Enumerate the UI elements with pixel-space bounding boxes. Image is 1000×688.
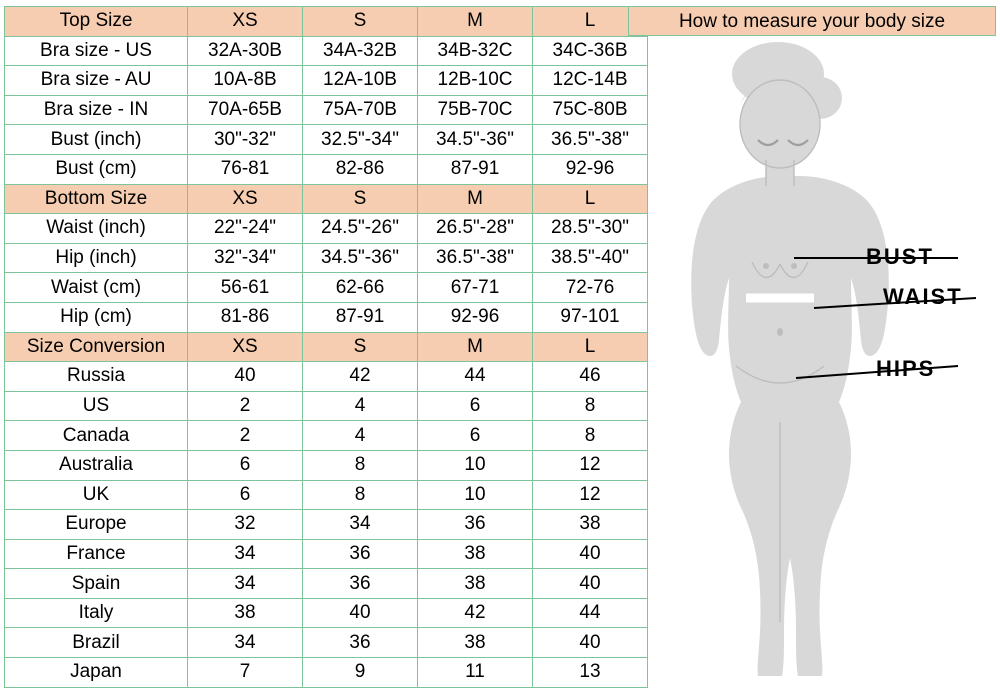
cell: 70A-65B	[188, 95, 303, 125]
cell: 56-61	[188, 273, 303, 303]
column-header-m: M	[418, 7, 533, 37]
cell: 34	[188, 539, 303, 569]
cell: 28.5"-30"	[533, 214, 648, 244]
cell: 75C-80B	[533, 95, 648, 125]
cell: 4	[303, 391, 418, 421]
cell: 46	[533, 362, 648, 392]
cell: 67-71	[418, 273, 533, 303]
column-header-xs: XS	[188, 184, 303, 214]
cell: 40	[533, 628, 648, 658]
row-label: Bra size - AU	[5, 66, 188, 96]
column-header-s: S	[303, 332, 418, 362]
table-row	[5, 628, 648, 658]
cell: 76-81	[188, 154, 303, 184]
column-header-s: S	[303, 7, 418, 37]
table-row	[5, 421, 648, 451]
cell: 12	[533, 480, 648, 510]
row-label: France	[5, 539, 188, 569]
measure-guide-title: How to measure your body size	[628, 6, 996, 36]
cell: 38	[188, 598, 303, 628]
cell: 34C-36B	[533, 36, 648, 66]
table-row	[5, 569, 648, 599]
cell: 8	[303, 450, 418, 480]
bust-label: BUST	[866, 244, 934, 269]
cell: 92-96	[533, 154, 648, 184]
waist-label: WAIST	[883, 284, 963, 309]
cell: 34	[303, 510, 418, 540]
column-header-l: L	[533, 7, 648, 37]
row-label: Bra size - IN	[5, 95, 188, 125]
cell: 92-96	[418, 302, 533, 332]
cell: 81-86	[188, 302, 303, 332]
table-row	[5, 125, 648, 155]
cell: 10A-8B	[188, 66, 303, 96]
table-row	[5, 391, 648, 421]
table-row	[5, 302, 648, 332]
cell: 32	[188, 510, 303, 540]
cell: 32"-34"	[188, 243, 303, 273]
table-row	[5, 480, 648, 510]
cell: 6	[418, 421, 533, 451]
cell: 44	[533, 598, 648, 628]
cell: 36.5"-38"	[533, 125, 648, 155]
hips-label: HIPS	[876, 356, 936, 381]
table-row	[5, 95, 648, 125]
row-label: Bra size - US	[5, 36, 188, 66]
column-header-xs: XS	[188, 7, 303, 37]
cell: 8	[303, 480, 418, 510]
cell: 26.5"-28"	[418, 214, 533, 244]
size-table	[4, 6, 648, 688]
cell: 44	[418, 362, 533, 392]
cell: 40	[303, 598, 418, 628]
cell: 42	[303, 362, 418, 392]
cell: 75B-70C	[418, 95, 533, 125]
table-row	[5, 510, 648, 540]
row-label: Hip (cm)	[5, 302, 188, 332]
table-row	[5, 598, 648, 628]
cell: 7	[188, 658, 303, 688]
cell: 6	[188, 450, 303, 480]
cell: 42	[418, 598, 533, 628]
row-label: Bust (cm)	[5, 154, 188, 184]
cell: 40	[533, 569, 648, 599]
cell: 12A-10B	[303, 66, 418, 96]
cell: 75A-70B	[303, 95, 418, 125]
cell: 9	[303, 658, 418, 688]
cell: 36	[418, 510, 533, 540]
table-row	[5, 658, 648, 688]
cell: 32.5"-34"	[303, 125, 418, 155]
cell: 12C-14B	[533, 66, 648, 96]
cell: 12B-10C	[418, 66, 533, 96]
female-body-illustration	[628, 36, 996, 681]
cell: 40	[533, 539, 648, 569]
cell: 30"-32"	[188, 125, 303, 155]
row-label: Europe	[5, 510, 188, 540]
cell: 34A-32B	[303, 36, 418, 66]
row-label: Waist (inch)	[5, 214, 188, 244]
cell: 6	[418, 391, 533, 421]
table-header-row	[5, 332, 648, 362]
row-label: Italy	[5, 598, 188, 628]
table-row	[5, 450, 648, 480]
cell: 62-66	[303, 273, 418, 303]
row-label: US	[5, 391, 188, 421]
cell: 38	[533, 510, 648, 540]
measure-guide-pane	[628, 0, 1000, 687]
table-header-row	[5, 7, 648, 37]
cell: 34.5"-36"	[303, 243, 418, 273]
section-title-conversion: Size Conversion	[5, 332, 188, 362]
section-title-bottom: Bottom Size	[5, 184, 188, 214]
cell: 72-76	[533, 273, 648, 303]
column-header-l: L	[533, 184, 648, 214]
cell: 4	[303, 421, 418, 451]
cell: 38	[418, 628, 533, 658]
row-label: Hip (inch)	[5, 243, 188, 273]
table-header-row	[5, 184, 648, 214]
cell: 97-101	[533, 302, 648, 332]
column-header-s: S	[303, 184, 418, 214]
cell: 10	[418, 480, 533, 510]
cell: 34	[188, 569, 303, 599]
row-label: Waist (cm)	[5, 273, 188, 303]
cell: 34.5"-36"	[418, 125, 533, 155]
row-label: Bust (inch)	[5, 125, 188, 155]
table-row	[5, 214, 648, 244]
cell: 13	[533, 658, 648, 688]
cell: 6	[188, 480, 303, 510]
column-header-m: M	[418, 184, 533, 214]
cell: 32A-30B	[188, 36, 303, 66]
cell: 12	[533, 450, 648, 480]
table-row	[5, 36, 648, 66]
cell: 2	[188, 391, 303, 421]
row-label: Spain	[5, 569, 188, 599]
cell: 24.5"-26"	[303, 214, 418, 244]
cell: 87-91	[303, 302, 418, 332]
row-label: Canada	[5, 421, 188, 451]
section-title-top: Top Size	[5, 7, 188, 37]
table-row	[5, 243, 648, 273]
cell: 34	[188, 628, 303, 658]
cell: 36.5"-38"	[418, 243, 533, 273]
cell: 22"-24"	[188, 214, 303, 244]
cell: 38	[418, 569, 533, 599]
cell: 36	[303, 569, 418, 599]
row-label: UK	[5, 480, 188, 510]
column-header-l: L	[533, 332, 648, 362]
body-figure	[628, 36, 996, 681]
table-row	[5, 273, 648, 303]
cell: 34B-32C	[418, 36, 533, 66]
table-row	[5, 154, 648, 184]
cell: 38.5"-40"	[533, 243, 648, 273]
table-row	[5, 362, 648, 392]
row-label: Russia	[5, 362, 188, 392]
cell: 11	[418, 658, 533, 688]
cell: 10	[418, 450, 533, 480]
cell: 8	[533, 391, 648, 421]
table-row	[5, 66, 648, 96]
cell: 8	[533, 421, 648, 451]
cell: 40	[188, 362, 303, 392]
row-label: Australia	[5, 450, 188, 480]
row-label: Japan	[5, 658, 188, 688]
cell: 38	[418, 539, 533, 569]
column-header-xs: XS	[188, 332, 303, 362]
row-label: Brazil	[5, 628, 188, 658]
cell: 36	[303, 628, 418, 658]
cell: 87-91	[418, 154, 533, 184]
cell: 82-86	[303, 154, 418, 184]
cell: 36	[303, 539, 418, 569]
table-row	[5, 539, 648, 569]
cell: 2	[188, 421, 303, 451]
column-header-m: M	[418, 332, 533, 362]
